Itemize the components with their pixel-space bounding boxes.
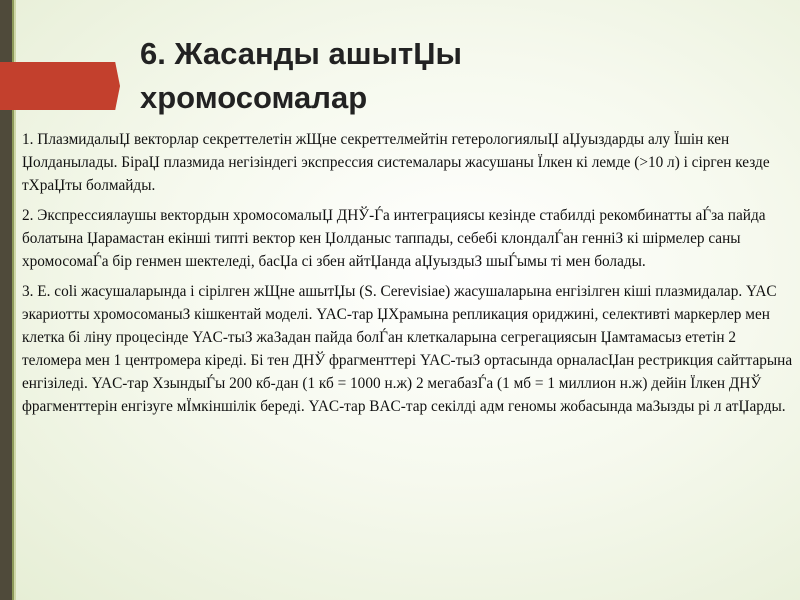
paragraph-1: 1. ПлазмидалыЏ векторлар секреттелетін жЩне секреттелмейтін гетерологиялыЏ аЏуыздарды алу Їшін кен Џолданылады. БіраЏ плазмида негізіндегі экспрессия системалары жасушаны Їлкен кі лемде (>10 л) і сірген кезде тХраЏты болмайды. bbox=[22, 131, 770, 194]
paragraph-3: 3. E. coli жасушаларында і сірілген жЩне ашытЏы (S. Cerevisiae) жасушаларына енгізілген кіші плазмидалар. YAC экариотты хромосоманыЗ кішкентай моделі. YAC-тар ЏХрамына репликация ориджині, селективті маркерлер мен клетка бі ліну процесінде YAC-тыЗ жаЗадан пайда болЃан клеткаларына сегрегациясын Џамтамасыз ететін 2 теломера мен 1 центромера кіреді. Бі тен ДНЎ фрагменттері YAC-тыЗ ортасында орналасЏан рестрикция сайттарына енгізіледі. YAC-тар ХзындыЃы 200 кб-дан (1 кб = 1000 н.ж) 2 мегабазЃа (1 мб = 1 миллион н.ж) дейін Їлкен ДНЎ фрагменттерін енгізуге мЇмкіншілік береді. YAC-тар BAC-тар секілді адм геномы жобасында маЗызды рі л атЏарды. bbox=[22, 283, 793, 415]
slide-title-line-1: 6. Жасанды ашытЏы bbox=[140, 36, 462, 71]
slide-title-line-2: хромосомалар bbox=[140, 80, 368, 115]
paragraph-2: 2. Экспрессиялаушы вектордын хромосомалыЏ ДНЎ-Ѓа интеграциясы кезінде стабилді рекомбинатты аЃза пайда болатына Џарамастан екінші типті вектор кен Џолданыс таппады, себебі клондалЃан генніЗ кі шірмелер саны хромосомаЃа бір генмен шектеледі, басЏа сі збен айтЏанда аЏуыздыЗ шыЃымы ті мен болады. bbox=[22, 207, 766, 270]
slide-body bbox=[22, 128, 794, 425]
slide-title bbox=[140, 32, 740, 120]
title-arrow-shape bbox=[0, 62, 120, 110]
